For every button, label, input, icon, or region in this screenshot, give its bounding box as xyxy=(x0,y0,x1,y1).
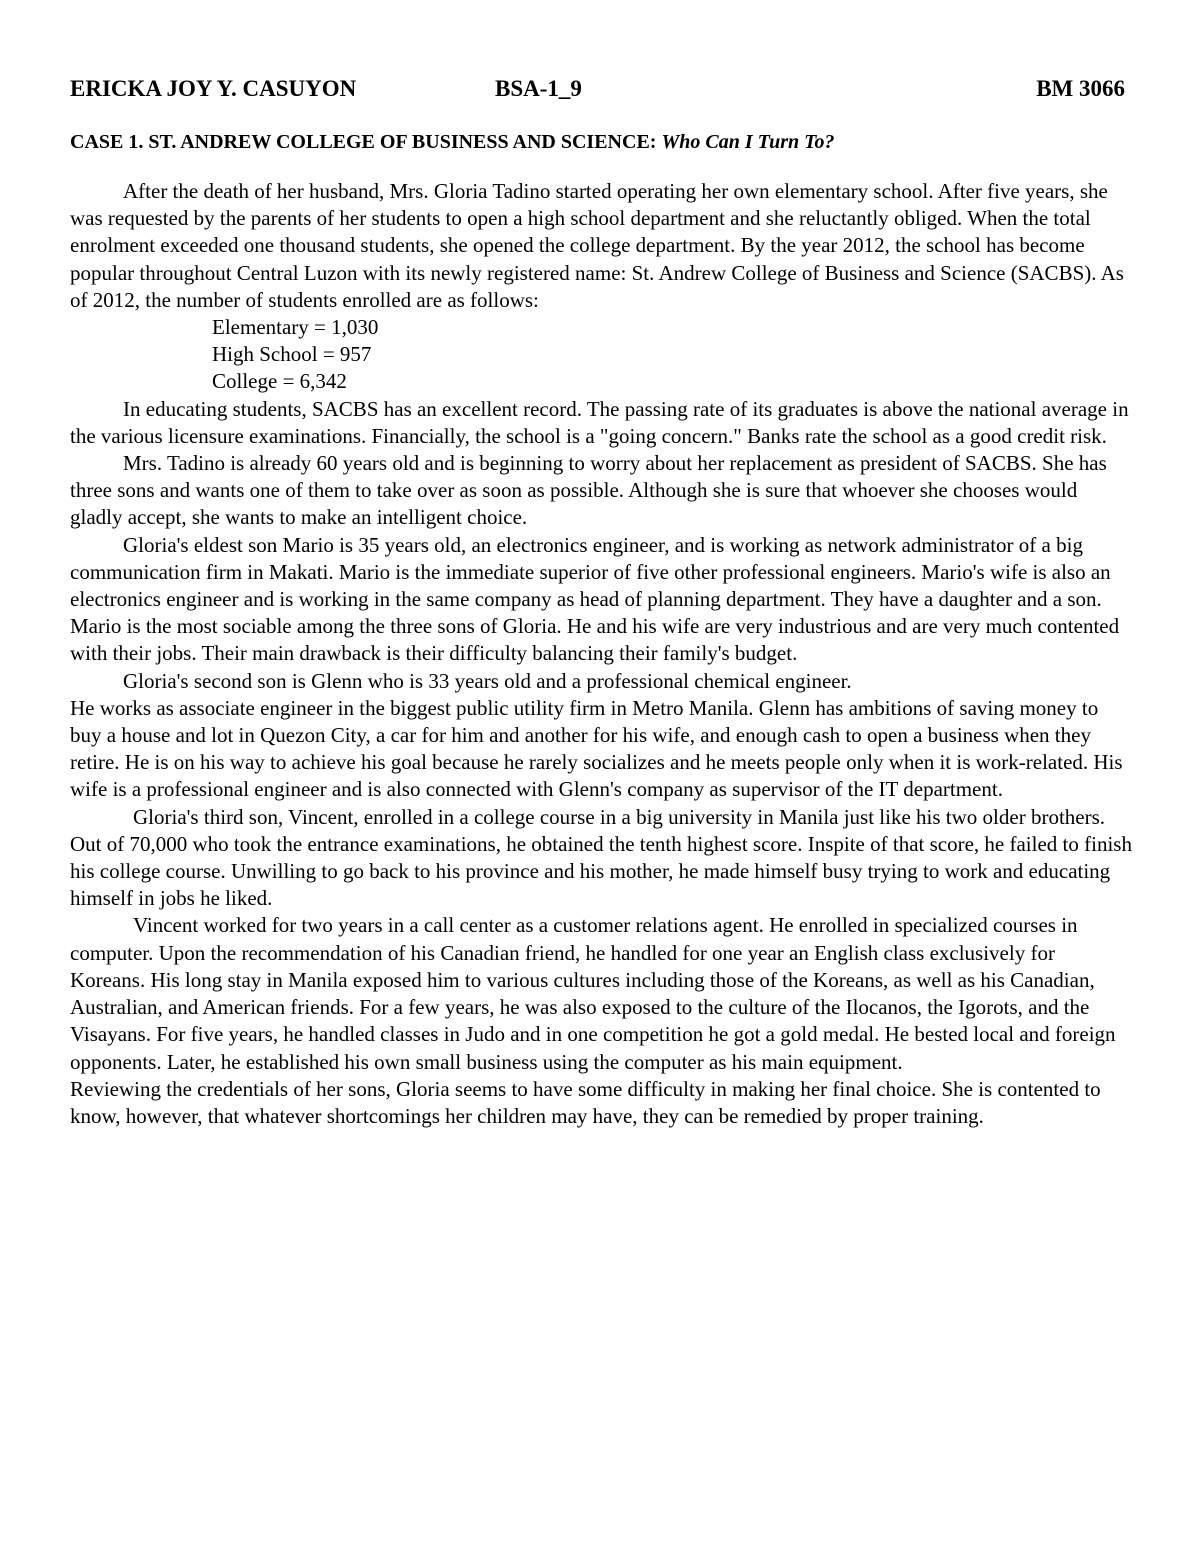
document-header xyxy=(70,72,1125,106)
student-section: BSA-1_9 xyxy=(495,76,582,101)
paragraph-record: In educating students, SACBS has an excellent record. The passing rate of its graduates is above the national average in the various licensure examinations. Financially, the school is a "going concern." Banks rate the school as a good credit risk. xyxy=(70,396,1129,448)
paragraph-replacement: Mrs. Tadino is already 60 years old and is beginning to worry about her replacement as president of SACBS. She has three sons and wants one of them to take over as soon as possible. Although she is sure that whoever she chooses would gladly accept, she wants to make an intelligent choice. xyxy=(70,451,1107,530)
enrollment-elementary: Elementary = 1,030 xyxy=(212,315,379,340)
case-body xyxy=(70,178,1132,1130)
enrollment-high-school: High School = 957 xyxy=(212,342,372,367)
course-code: BM 3066 xyxy=(1036,76,1125,101)
paragraph-intro: After the death of her husband, Mrs. Gloria Tadino started operating her own elementary school. After five years, she was requested by the parents of her students to open a high school department and she reluctantly obliged. When the total enrolment exceeded one thousand students, she opened the college department. By the year 2012, the school has become popular throughout Central Luzon with its newly registered name: St. Andrew College of Business and Science (SACBS). As of 2012, the number of students enrolled are as follows: xyxy=(70,179,1124,312)
case-title xyxy=(70,128,1130,156)
case-subtitle: Who Can I Turn To? xyxy=(661,131,835,153)
student-name: ERICKA JOY Y. CASUYON xyxy=(70,76,357,101)
paragraph-conclusion: Reviewing the credentials of her sons, Gloria seems to have some difficulty in making her final choice. She is contented to know, however, that whatever shortcomings her children may have, they can be remedied by proper training. xyxy=(70,1076,1101,1128)
case-title-text: CASE 1. ST. ANDREW COLLEGE OF BUSINESS AND SCIENCE: xyxy=(70,131,657,153)
paragraph-mario: Gloria's eldest son Mario is 35 years old, an electronics engineer, and is working as network administrator of a big communication firm in Makati. Mario is the immediate superior of five other professional engineers. Mario's wife is also an electronics engineer and is working in the same company as head of planning department. They have a daughter and a son. Mario is the most sociable among the three sons of Gloria. He and his wife are very industrious and are very much contented with their jobs. Their main drawback is their difficulty balancing their family's budget. xyxy=(70,532,1120,666)
paragraph-glenn-intro: Gloria's second son is Glenn who is 33 years old and a professional chemical engineer. xyxy=(123,668,852,693)
paragraph-glenn: He works as associate engineer in the biggest public utility firm in Metro Manila. Glenn has ambitions of saving money to buy a house and lot in Quezon City, a car for him and another for his wife, and enough cash to open a business when they retire. He is on his way to achieve his goal because he rarely socializes and he meets people only when it is work-related. His wife is a professional engineer and is also connected with Glenn's company as supervisor of the IT department. xyxy=(70,695,1123,802)
enrollment-college: College = 6,342 xyxy=(212,369,347,394)
paragraph-vincent-work: Vincent worked for two years in a call center as a customer relations agent. He enrolled in specialized courses in computer. Upon the recommendation of his Canadian friend, he handled for one year an English class exclusively for Koreans. His long stay in Manila exposed him to various cultures including those of the Koreans, as well as his Canadian, Australian, and American friends. For a few years, he was also exposed to the culture of the Ilocanos, the Igorots, and the Visayans. For five years, he handled classes in Judo and in one competition he got a gold medal. He bested local and foreign opponents. Later, he established his own small business using the computer as his main equipment. xyxy=(70,913,1116,1074)
paragraph-vincent: Gloria's third son, Vincent, enrolled in a college course in a big university in Manila just like his two older brothers. Out of 70,000 who took the entrance examinations, he obtained the tenth highest score. Inspite of that score, he failed to finish his college course. Unwilling to go back to his province and his mother, he made himself busy trying to work and educating himself in jobs he liked. xyxy=(70,804,1132,911)
